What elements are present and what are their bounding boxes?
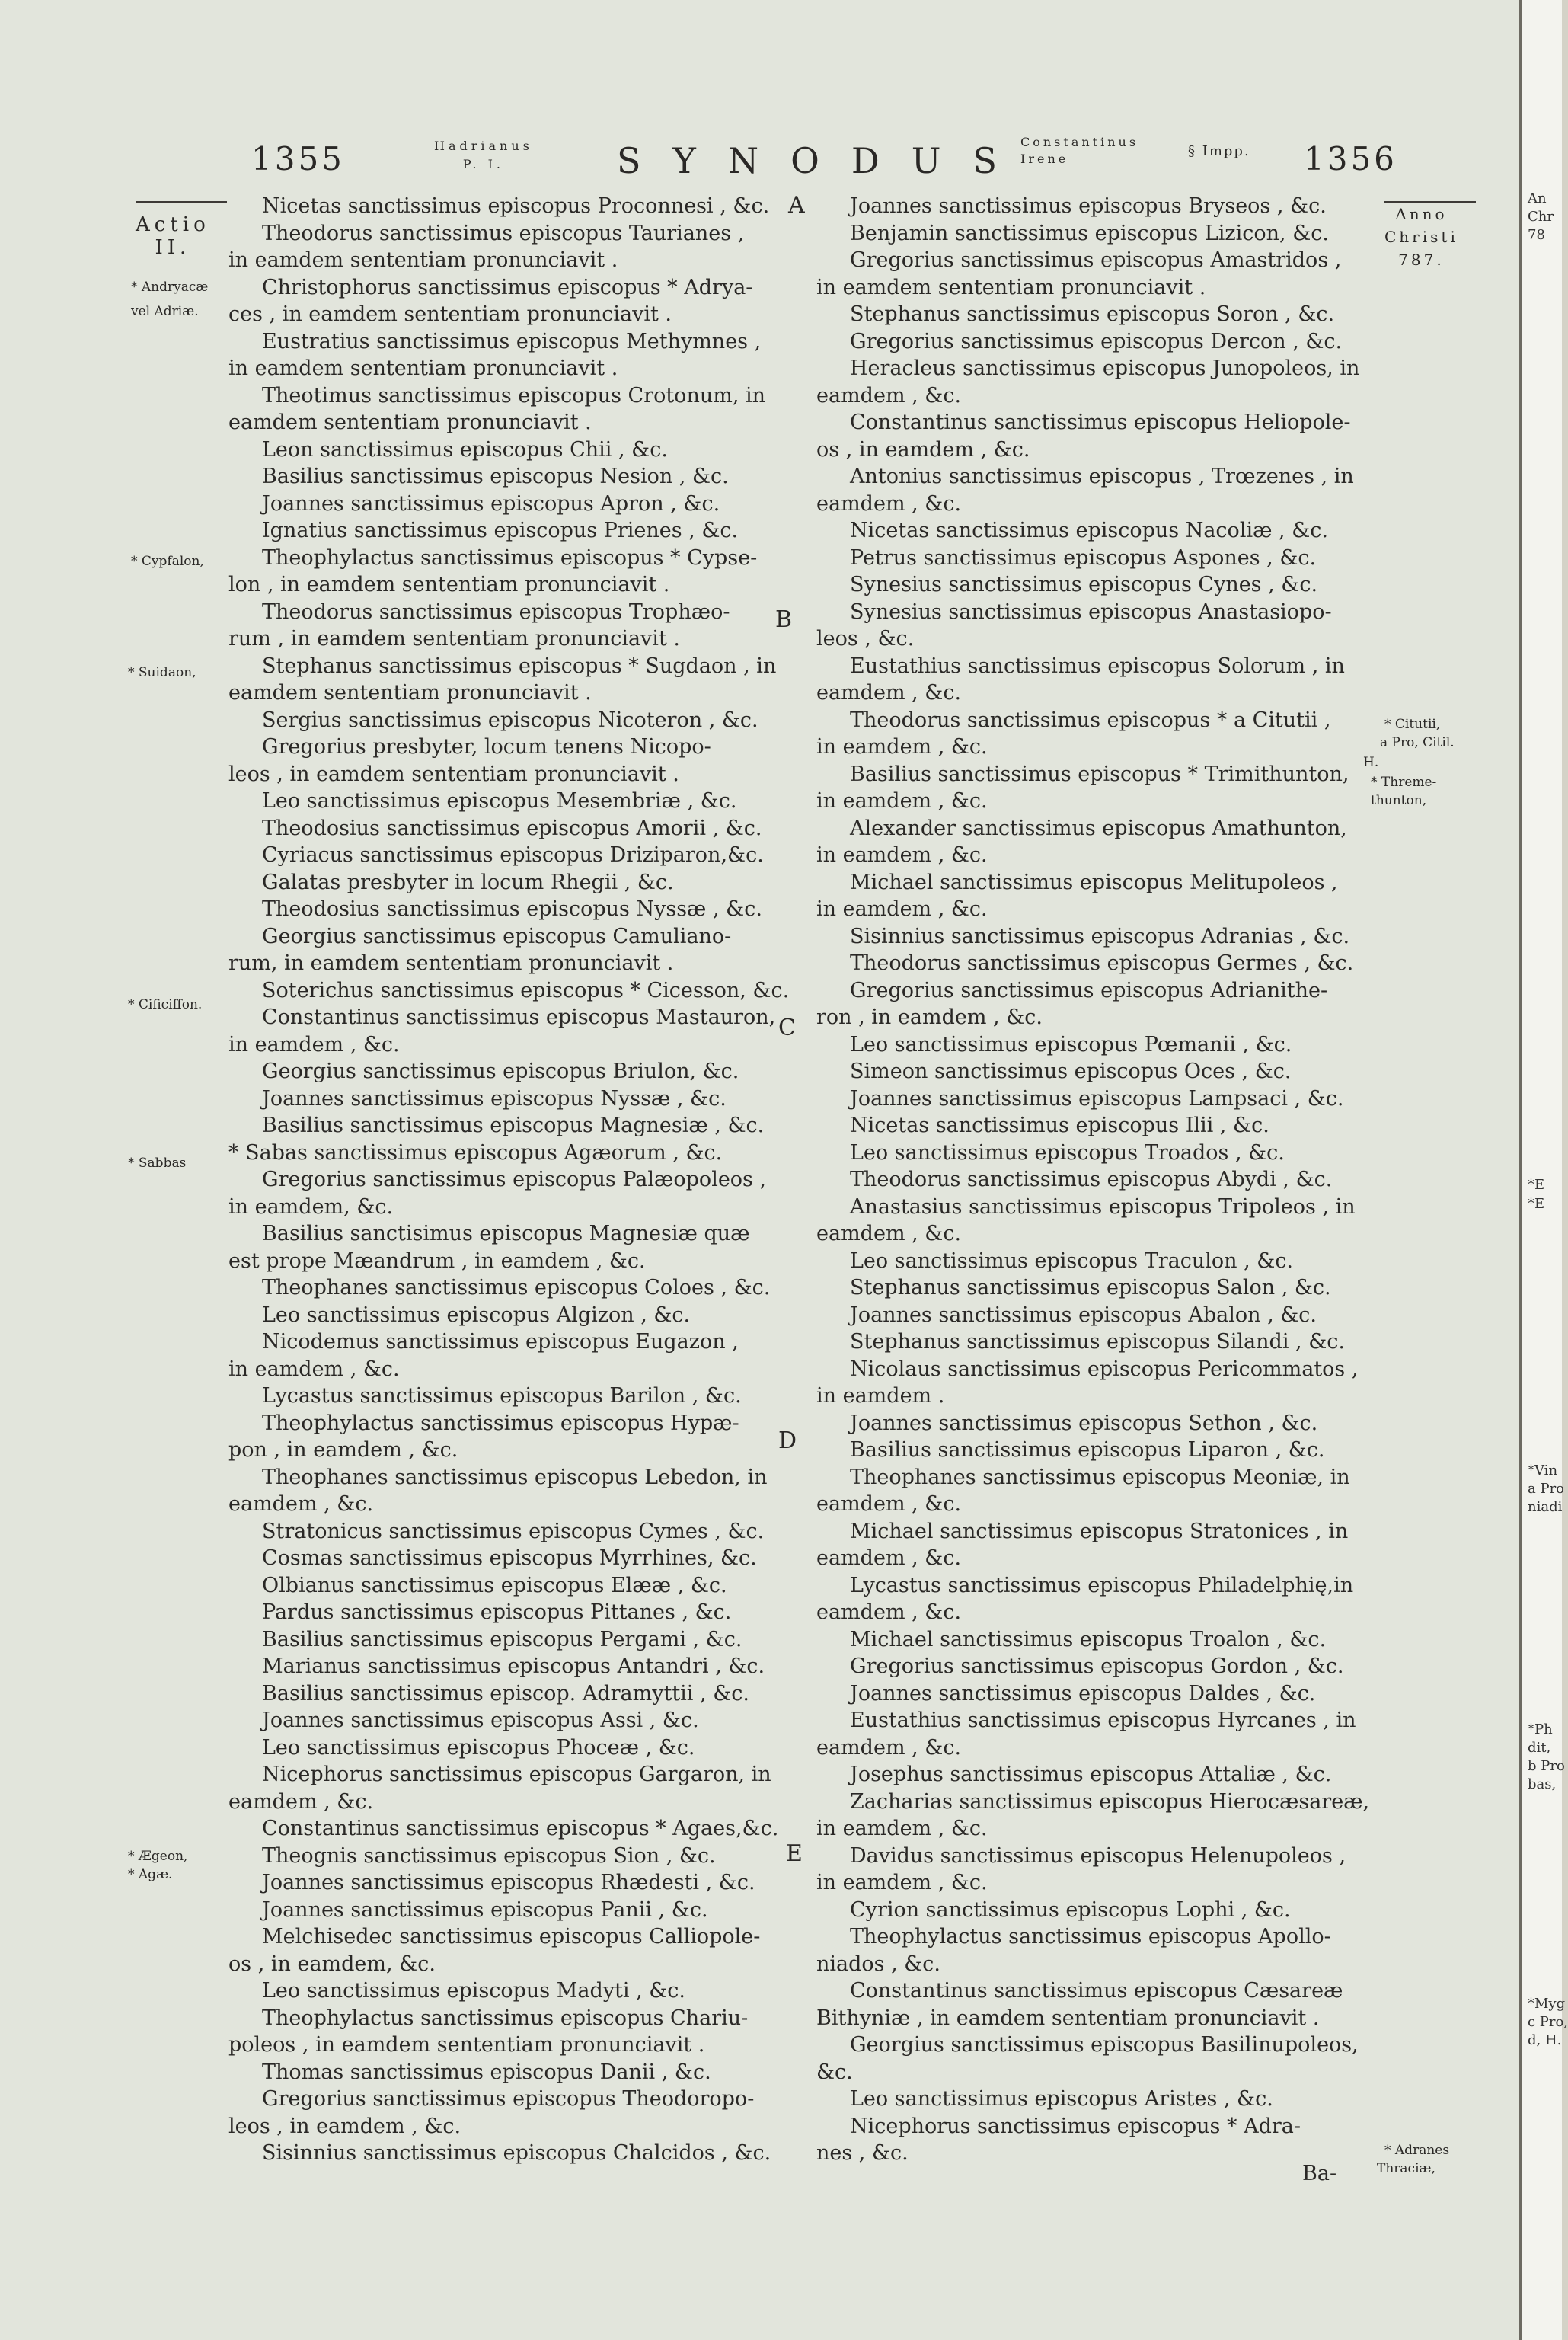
- text-line: Theodorus sanctissimus episcopus Abydi , &c.: [850, 1168, 1333, 1191]
- margin-note: * Cificiffon.: [128, 997, 203, 1012]
- text-line: Basilius sanctissimus episcopus Magnesiæ , &c.: [262, 1114, 765, 1137]
- text-line: Synesius sanctissimus episcopus Cynes , &c.: [850, 573, 1318, 596]
- text-line: eamdem , &c.: [816, 491, 962, 516]
- text-line: Theodosius sanctissimus episcopus Nyssæ , &c.: [262, 897, 762, 921]
- text-line: Heracleus sanctissimus episcopus Junopoleos, in: [850, 356, 1360, 380]
- text-line: Constantinus sanctissimus episcopus * Agaes,&c.: [262, 1817, 779, 1840]
- section-letter: E: [786, 1840, 803, 1867]
- section-letter: D: [778, 1427, 797, 1454]
- text-line: Theodosius sanctissimus episcopus Amorii , &c.: [262, 816, 762, 840]
- text-line: Michael sanctissimus episcopus Stratonices , in: [850, 1519, 1349, 1543]
- margin-note: * Ægeon,: [128, 1849, 188, 1864]
- text-line: eamdem sententiam pronunciavit .: [228, 681, 592, 705]
- text-line: Nicodemus sanctissimus episcopus Eugazon ,: [262, 1330, 739, 1354]
- spine-fragment: bas,: [1528, 1776, 1557, 1792]
- text-line: eamdem , &c.: [228, 1492, 374, 1516]
- text-line: &c.: [816, 2060, 853, 2084]
- text-line: in eamdem sententiam pronunciavit .: [228, 248, 618, 272]
- text-line: lon , in eamdem sententiam pronunciavit .: [228, 573, 670, 596]
- text-line: Gregorius sanctissimus episcopus Palæopoleos ,: [262, 1168, 767, 1191]
- text-line: in eamdem , &c.: [816, 843, 988, 867]
- text-line: Alexander sanctissimus episcopus Amathunton,: [850, 816, 1347, 840]
- emperor-line2: Irene: [1020, 152, 1069, 166]
- text-line: in eamdem , &c.: [816, 897, 988, 921]
- pope-name: [434, 137, 533, 174]
- margin-note: * Adranes: [1384, 2143, 1450, 2158]
- margin-rule-left: [136, 201, 227, 203]
- text-column-right: [816, 193, 1370, 2167]
- running-header: [0, 129, 1519, 190]
- text-line: Eustratius sanctissimus episcopus Methymnes ,: [262, 329, 762, 353]
- text-line: Theophylactus sanctissimus episcopus Apollo-: [850, 1925, 1331, 1948]
- spine-fragment: *E: [1528, 1196, 1545, 1212]
- spine-fragment: *Myg: [1528, 1996, 1566, 2012]
- text-line: Joannes sanctissimus episcopus Apron , &c.: [262, 491, 720, 516]
- text-line: in eamdem , &c.: [816, 1871, 988, 1894]
- text-line: Theophanes sanctissimus episcopus Meoniæ, in: [850, 1465, 1350, 1489]
- text-line: Marianus sanctissimus episcopus Antandri , &c.: [262, 1654, 765, 1678]
- spine-fragment: a Pro: [1528, 1481, 1565, 1497]
- text-line: Josephus sanctissimus episcopus Attaliæ , &c.: [850, 1763, 1332, 1786]
- text-line: Gregorius sanctissimus episcopus Adrianithe-: [850, 978, 1328, 1002]
- text-line: Anastasius sanctissimus episcopus Tripoleos , in: [850, 1194, 1356, 1219]
- text-line: eamdem , &c.: [816, 681, 962, 705]
- text-line: Theodorus sanctissimus episcopus * a Citutii ,: [850, 708, 1331, 732]
- text-line: Basilius sanctissimus episcopus Pergami , &c.: [262, 1627, 742, 1651]
- text-line: eamdem , &c.: [816, 383, 962, 408]
- text-line: Nicetas sanctissimus episcopus Ilii , &c.: [850, 1114, 1269, 1137]
- text-line: Theognis sanctissimus episcopus Sion , &c.: [262, 1843, 716, 1868]
- text-line: Eustathius sanctissimus episcopus Hyrcanes , in: [850, 1709, 1356, 1732]
- catchword: Ba-: [1302, 2162, 1337, 2185]
- text-line: Georgius sanctissimus episcopus Basilinupoleos,: [850, 2033, 1359, 2057]
- section-letter: C: [778, 1015, 796, 1041]
- anno-line2: Christi: [1384, 228, 1458, 246]
- text-line: Stephanus sanctissimus episcopus Silandi , &c.: [850, 1330, 1345, 1354]
- text-line: eamdem , &c.: [816, 1600, 962, 1624]
- text-line: eamdem sententiam pronunciavit .: [228, 411, 592, 434]
- text-line: Joannes sanctissimus episcopus Assi , &c.: [262, 1709, 699, 1732]
- text-line: Stephanus sanctissimus episcopus * Sugdaon , in: [262, 654, 777, 678]
- anno-line3: 787.: [1398, 251, 1445, 269]
- text-line: in eamdem sententiam pronunciavit .: [228, 356, 618, 380]
- text-line: Theophanes sanctissimus episcopus Lebedon, in: [262, 1465, 768, 1489]
- text-line: Gregorius sanctissimus episcopus Dercon , &c.: [850, 329, 1343, 353]
- imperatores-label: § Impp.: [1188, 143, 1250, 159]
- text-line: Basilius sanctissimus episcopus * Trimithunton,: [850, 762, 1349, 786]
- text-line: Zacharias sanctissimus episcopus Hierocæsareæ,: [850, 1789, 1370, 1814]
- text-line: Constantinus sanctissimus episcopus Heliopole-: [850, 411, 1351, 434]
- text-line: Stephanus sanctissimus episcopus Salon , &c.: [850, 1276, 1331, 1299]
- text-line: Leo sanctissimus episcopus Traculon , &c.: [850, 1248, 1294, 1273]
- text-line: Leo sanctissimus episcopus Pœmanii , &c.: [850, 1032, 1292, 1057]
- spine-fragment: b Pro: [1528, 1758, 1565, 1774]
- text-line: Petrus sanctissimus episcopus Aspones , &c.: [850, 545, 1317, 570]
- text-line: Bithyniæ , in eamdem sententiam pronunciavit .: [816, 2006, 1320, 2030]
- page-number-left: 1355: [251, 140, 345, 177]
- text-line: Ignatius sanctissimus episcopus Prienes , &c.: [262, 519, 739, 542]
- text-line: Basilius sanctissimus episcopus Liparon , &c.: [850, 1438, 1325, 1462]
- spine-fragment: niadi: [1528, 1499, 1563, 1515]
- text-line: leos , in eamdem , &c.: [228, 2114, 461, 2138]
- text-line: Theophylactus sanctissimus episcopus Chariu-: [262, 2006, 749, 2030]
- text-line: Theophylactus sanctissimus episcopus Hypæ-: [262, 1411, 739, 1435]
- text-line: eamdem , &c.: [228, 1789, 374, 1814]
- text-line: in eamdem sententiam pronunciavit .: [816, 275, 1206, 299]
- text-line: os , in eamdem, &c.: [228, 1952, 436, 1976]
- text-line: in eamdem , &c.: [816, 1817, 988, 1840]
- text-column-left: [228, 193, 790, 2167]
- margin-note: thunton,: [1371, 793, 1427, 808]
- text-line: Christophorus sanctissimus episcopus * Adrya-: [262, 275, 753, 299]
- text-line: Georgius sanctissimus episcopus Briulon, &c.: [262, 1060, 739, 1083]
- emperors-name: [1020, 134, 1138, 168]
- text-line: Melchisedec sanctissimus episcopus Calliopole-: [262, 1925, 761, 1948]
- text-line: Nicetas sanctissimus episcopus Nacoliæ , &c.: [850, 519, 1328, 542]
- text-line: Theodorus sanctissimus episcopus Trophæo-: [262, 599, 730, 624]
- text-line: in eamdem , &c.: [228, 1357, 400, 1381]
- spine-fragment: dit,: [1528, 1740, 1551, 1756]
- text-line: Nicetas sanctissimus episcopus Proconnesi , &c.: [262, 194, 770, 218]
- text-line: Joannes sanctissimus episcopus Bryseos , &c.: [850, 194, 1327, 218]
- actio-label: [136, 213, 210, 259]
- text-line: Synesius sanctissimus episcopus Anastasiopo-: [850, 599, 1332, 624]
- actio-line2: II.: [155, 236, 191, 259]
- spine-fragment: An: [1528, 190, 1547, 206]
- text-line: Theophylactus sanctissimus episcopus * Cypse-: [262, 545, 758, 570]
- margin-note: * Agæ.: [128, 1867, 173, 1882]
- text-line: Theodorus sanctissimus episcopus Germes , &c.: [850, 951, 1354, 975]
- text-line: nes , &c.: [816, 2141, 909, 2165]
- text-line: Joannes sanctissimus episcopus Abalon , &c.: [850, 1303, 1317, 1327]
- text-line: Leo sanctissimus episcopus Mesembriæ , &c.: [262, 789, 737, 813]
- anno-christi-label: [1384, 203, 1458, 271]
- text-line: rum, in eamdem sententiam pronunciavit .: [228, 951, 674, 975]
- text-line: Cosmas sanctissimus episcopus Myrrhines, &c.: [262, 1546, 757, 1570]
- text-line: Benjamin sanctissimus episcopus Lizicon, &c.: [850, 221, 1329, 245]
- spine-fragment: *Ph: [1528, 1721, 1553, 1737]
- page-title: SYNODUS: [617, 140, 1030, 181]
- margin-note: * Cypfalon,: [131, 554, 204, 569]
- text-line: Gregorius sanctissimus episcopus Gordon , &c.: [850, 1654, 1344, 1678]
- text-line: Nicephorus sanctissimus episcopus * Adra-: [850, 2114, 1301, 2138]
- text-line: leos , &c.: [816, 627, 915, 651]
- text-line: Leo sanctissimus episcopus Troados , &c.: [850, 1140, 1285, 1165]
- text-line: rum , in eamdem sententiam pronunciavit .: [228, 627, 680, 651]
- text-line: Joannes sanctissimus episcopus Rhædesti , &c.: [262, 1871, 755, 1894]
- text-line: Leo sanctissimus episcopus Algizon , &c.: [262, 1303, 691, 1327]
- text-line: Lycastus sanctissimus episcopus Barilon , &c.: [262, 1384, 742, 1408]
- text-line: eamdem , &c.: [816, 1492, 962, 1516]
- text-line: Thomas sanctissimus episcopus Danii , &c.: [262, 2060, 711, 2084]
- text-line: Gregorius sanctissimus episcopus Theodoropo-: [262, 2087, 755, 2111]
- text-line: Constantinus sanctissimus episcopus Mastauron,: [262, 1005, 776, 1029]
- margin-note: * Suidaon,: [128, 665, 196, 680]
- text-line: Joannes sanctissimus episcopus Sethon , &c.: [850, 1411, 1318, 1435]
- text-line: * Sabas sanctissimus episcopus Agæorum , &c.: [228, 1140, 723, 1165]
- text-line: Joannes sanctissimus episcopus Lampsaci , &c.: [850, 1086, 1344, 1111]
- text-line: Olbianus sanctissimus episcopus Elææ , &c.: [262, 1573, 727, 1597]
- text-line: niados , &c.: [816, 1952, 941, 1976]
- text-line: Sisinnius sanctissimus episcopus Adranias , &c.: [850, 924, 1350, 948]
- text-line: Theophanes sanctissimus episcopus Coloes , &c.: [262, 1276, 771, 1299]
- margin-note: * Andryacæ: [131, 280, 209, 295]
- text-line: Michael sanctissimus episcopus Melitupoleos ,: [850, 870, 1338, 894]
- page-number-right: 1356: [1304, 140, 1397, 177]
- text-line: in eamdem , &c.: [228, 1032, 400, 1057]
- margin-note: * Citutii,: [1384, 717, 1441, 732]
- text-line: Sergius sanctissimus episcopus Nicoteron , &c.: [262, 708, 758, 732]
- text-line: Gregorius presbyter, locum tenens Nicopo-: [262, 735, 711, 759]
- margin-note: * Threme-: [1371, 775, 1437, 790]
- pope-name-line1: Hadrianus: [434, 139, 533, 153]
- text-line: Soterichus sanctissimus episcopus * Cicesson, &c.: [262, 978, 790, 1002]
- margin-note: vel Adriæ.: [131, 304, 199, 319]
- section-letter: B: [775, 606, 793, 633]
- text-line: Basilius sanctissimus episcop. Adramyttii , &c.: [262, 1681, 749, 1705]
- text-line: Nicephorus sanctissimus episcopus Gargaron, in: [262, 1763, 771, 1786]
- text-line: Michael sanctissimus episcopus Troalon , &c.: [850, 1627, 1327, 1651]
- spine-fragment: *Vin: [1528, 1462, 1558, 1478]
- text-line: Sisinnius sanctissimus episcopus Chalcidos , &c.: [262, 2141, 771, 2165]
- spine-fragment: d, H.: [1528, 2032, 1562, 2048]
- text-line: Simeon sanctissimus episcopus Oces , &c.: [850, 1060, 1292, 1083]
- text-line: Nicolaus sanctissimus episcopus Pericommatos ,: [850, 1357, 1359, 1381]
- margin-note: Thraciæ,: [1377, 2161, 1435, 2176]
- text-line: Joannes sanctissimus episcopus Daldes , &c.: [850, 1681, 1316, 1705]
- text-line: Gregorius sanctissimus episcopus Amastridos ,: [850, 248, 1342, 272]
- text-line: eamdem , &c.: [816, 1735, 962, 1760]
- spine-fragment: Chr: [1528, 209, 1554, 225]
- text-line: eamdem , &c.: [816, 1546, 962, 1570]
- text-line: in eamdem , &c.: [816, 789, 988, 813]
- text-line: Antonius sanctissimus episcopus , Trœzenes , in: [850, 465, 1354, 488]
- spine-fragment: 78: [1528, 227, 1545, 243]
- text-line: Davidus sanctissimus episcopus Helenupoleos ,: [850, 1843, 1346, 1868]
- pope-name-line2: P. I.: [462, 157, 504, 171]
- text-line: Cyriacus sanctissimus episcopus Driziparon,&c.: [262, 843, 764, 867]
- text-line: Joannes sanctissimus episcopus Panii , &c.: [262, 1897, 708, 1922]
- text-line: Georgius sanctissimus episcopus Camuliano-: [262, 924, 732, 948]
- facing-page-edge: [1519, 0, 1568, 2340]
- section-letter: A: [788, 192, 805, 219]
- text-line: eamdem , &c.: [816, 1222, 962, 1245]
- text-line: Leo sanctissimus episcopus Madyti , &c.: [262, 1979, 685, 2003]
- text-line: in eamdem , &c.: [816, 735, 988, 759]
- text-line: Theotimus sanctissimus episcopus Crotonum, in: [262, 383, 766, 408]
- text-line: os , in eamdem , &c.: [816, 437, 1030, 462]
- text-line: Basilius sanctisimus episcopus Magnesiæ quæ: [262, 1222, 750, 1245]
- margin-note: a Pro, Citil.: [1380, 735, 1455, 750]
- text-line: Stephanus sanctissimus episcopus Soron , &c.: [850, 302, 1335, 326]
- text-line: Basilius sanctissimus episcopus Nesion , &c.: [262, 465, 729, 488]
- spine-fragment: c Pro,: [1528, 2014, 1568, 2030]
- spine-fragment: *E: [1528, 1177, 1545, 1193]
- text-line: Leo sanctissimus episcopus Phoceæ , &c.: [262, 1735, 695, 1760]
- emperor-line1: Constantinus: [1020, 135, 1139, 149]
- text-line: Leo sanctissimus episcopus Aristes , &c.: [850, 2087, 1273, 2111]
- text-line: Leon sanctissimus episcopus Chii , &c.: [262, 437, 668, 462]
- text-line: Joannes sanctissimus episcopus Nyssæ , &c.: [262, 1086, 727, 1111]
- text-line: Pardus sanctissimus episcopus Pittanes , &c.: [262, 1600, 732, 1624]
- text-line: leos , in eamdem sententiam pronunciavit .: [228, 762, 679, 786]
- text-line: Eustathius sanctissimus episcopus Solorum , in: [850, 654, 1345, 678]
- text-line: in eamdem, &c.: [228, 1194, 394, 1219]
- text-line: ron , in eamdem , &c.: [816, 1005, 1043, 1029]
- text-line: poleos , in eamdem sententiam pronunciavit .: [228, 2033, 705, 2057]
- text-line: Constantinus sanctissimus episcopus Cæsareæ: [850, 1979, 1343, 2003]
- text-line: pon , in eamdem , &c.: [228, 1438, 458, 1462]
- text-line: Theodorus sanctissimus episcopus Taurianes ,: [262, 221, 745, 245]
- text-line: Lycastus sanctissimus episcopus Philadelphię,in: [850, 1573, 1354, 1597]
- actio-line1: Actio: [136, 213, 210, 236]
- text-line: Galatas presbyter in locum Rhegii , &c.: [262, 870, 674, 894]
- margin-note: H.: [1363, 755, 1379, 770]
- margin-note: * Sabbas: [128, 1156, 187, 1171]
- text-line: ces , in eamdem sententiam pronunciavit .: [228, 302, 672, 326]
- anno-line1: Anno: [1395, 205, 1448, 223]
- text-line: est prope Mæandrum , in eamdem , &c.: [228, 1248, 646, 1273]
- text-line: Cyrion sanctissimus episcopus Lophi , &c.: [850, 1897, 1291, 1922]
- text-line: Stratonicus sanctissimus episcopus Cymes , &c.: [262, 1519, 765, 1543]
- text-line: in eamdem .: [816, 1384, 945, 1408]
